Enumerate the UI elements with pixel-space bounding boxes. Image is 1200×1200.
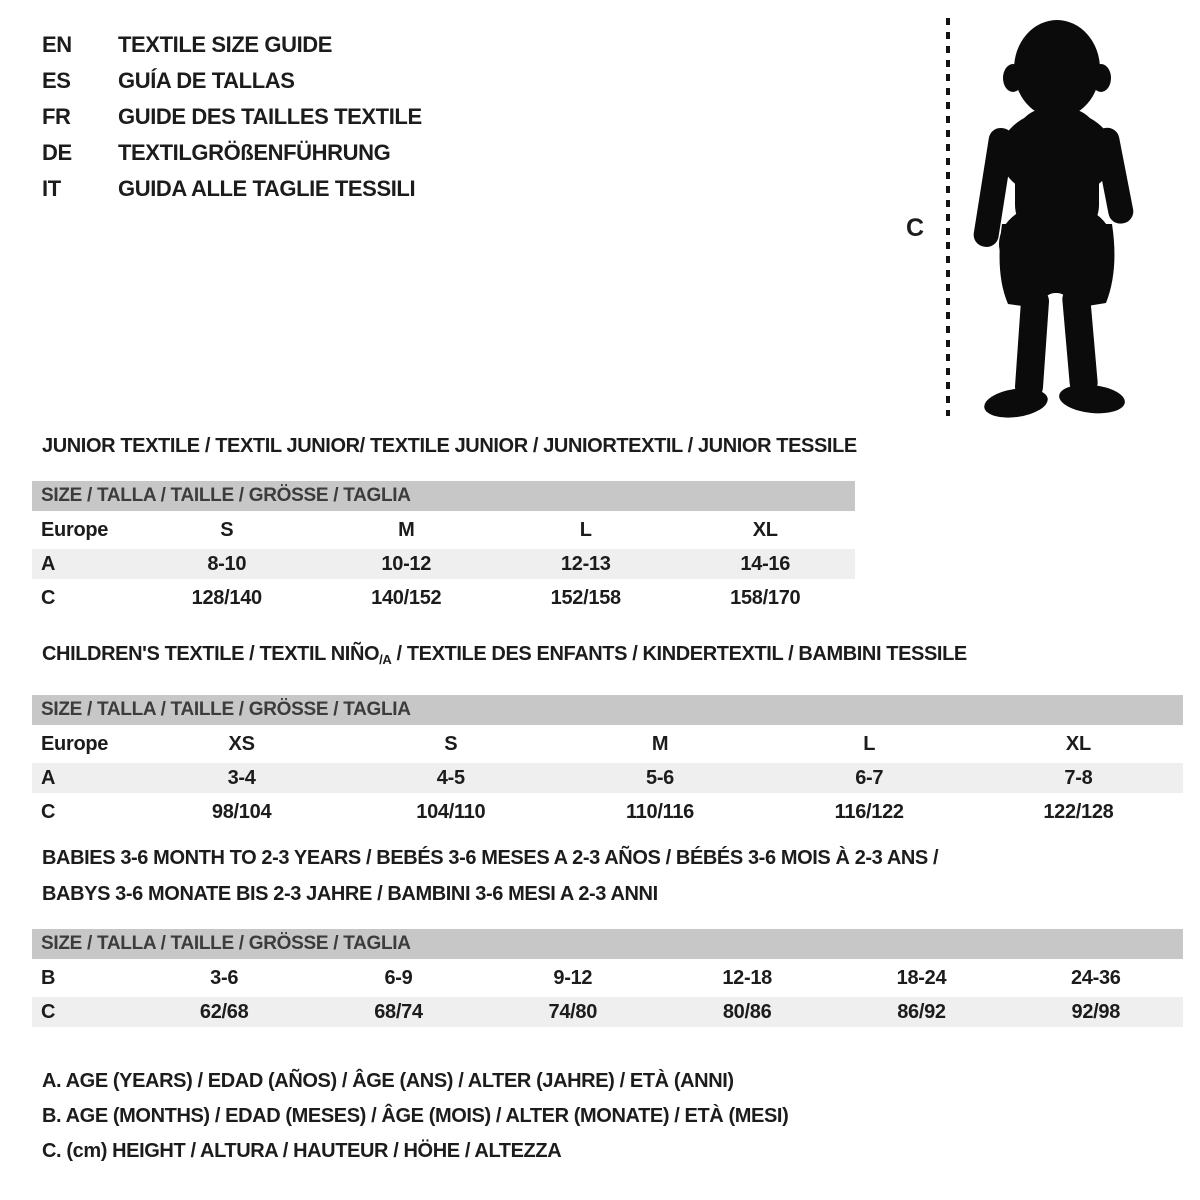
column-header-cell: S [444, 733, 458, 755]
value-cell: 62/68 [199, 1001, 249, 1023]
value-cell: 152/158 [550, 587, 621, 609]
size-header-bar: SIZE / TALLA / TAILLE / GRÖSSE / TAGLIA [32, 695, 1183, 725]
row-label-cell: C [41, 1001, 56, 1023]
legend-line: A. AGE (YEARS) / EDAD (AÑOS) / ÂGE (ANS) / ALTER (JAHRE) / ETÀ (ANNI) [42, 1070, 734, 1092]
toddler-silhouette-image [962, 12, 1142, 424]
value-cell: 9-12 [553, 967, 593, 989]
size-column-header-row [32, 729, 1183, 759]
row-label-cell: C [41, 587, 56, 609]
column-header-cell: M [651, 733, 669, 755]
value-cell: 110/116 [626, 801, 694, 823]
section-title-line [42, 876, 1183, 912]
value-cell: 86/92 [897, 1001, 946, 1023]
section-title-text: /A [379, 652, 392, 667]
value-cell: 128/140 [191, 587, 262, 609]
column-header-cell: Europe [41, 519, 109, 541]
section-title-line [42, 428, 855, 464]
value-cell: 6-7 [855, 767, 884, 789]
column-header-cell: S [220, 519, 234, 541]
column-header-cell: XS [228, 733, 255, 755]
value-cell: 92/98 [1071, 1001, 1121, 1023]
value-cell: 122/128 [1043, 801, 1114, 823]
table-row [32, 963, 1183, 993]
language-label: TEXTILGRÖßENFÜHRUNG [118, 140, 391, 165]
value-cell: 4-5 [436, 767, 465, 789]
section-title-text: JUNIOR TEXTILE / TEXTIL JUNIOR/ TEXTILE JUNIOR / JUNIORTEXTIL / JUNIOR TESSILE [42, 435, 857, 457]
column-header-cell: XL [1065, 733, 1091, 755]
table-row [32, 549, 855, 579]
legend-line: C. (cm) HEIGHT / ALTURA / HAUTEUR / HÖHE / ALTEZZA [42, 1140, 562, 1162]
value-cell: 10-12 [381, 553, 432, 575]
value-cell: 3-6 [210, 967, 239, 989]
value-cell: 74/80 [548, 1001, 598, 1023]
value-cell: 24-36 [1070, 967, 1121, 989]
legend [42, 1064, 788, 1169]
table-row [32, 583, 855, 613]
row-label-cell: A [41, 767, 56, 789]
value-cell: 14-16 [740, 553, 791, 575]
language-code: DE [42, 140, 72, 165]
language-row [42, 99, 422, 135]
section-title-text: BABIES 3-6 MONTH TO 2-3 YEARS / BEBÉS 3-6 MESES A 2-3 AÑOS / BÉBÉS 3-6 MOIS À 2-3 ANS / [42, 847, 939, 869]
language-row [42, 171, 422, 207]
row-label-cell: C [41, 801, 56, 823]
table-row [32, 997, 1183, 1027]
row-label-cell: A [41, 553, 56, 575]
table-row [32, 797, 1183, 827]
value-cell: 98/104 [211, 801, 272, 823]
value-cell: 7-8 [1064, 767, 1093, 789]
value-cell: 80/86 [722, 1001, 772, 1023]
column-header-cell: Europe [41, 733, 109, 755]
language-row [42, 63, 422, 99]
value-cell: 12-13 [560, 553, 611, 575]
height-measure-line [946, 18, 950, 416]
size-header-bar: SIZE / TALLA / TAILLE / GRÖSSE / TAGLIA [32, 481, 855, 511]
language-label: TEXTILE SIZE GUIDE [118, 32, 333, 57]
value-cell: 68/74 [374, 1001, 423, 1023]
language-label: GUIDE DES TAILLES TEXTILE [118, 104, 422, 129]
size-column-header-row [32, 515, 855, 545]
value-cell: 12-18 [722, 967, 772, 989]
section-title-line [42, 840, 1183, 876]
section-title [32, 636, 1183, 678]
value-cell: 18-24 [896, 967, 947, 989]
column-header-cell: L [863, 733, 876, 755]
language-title-list [42, 27, 422, 207]
value-cell: 5-6 [646, 767, 675, 789]
height-measure-label: C [906, 214, 925, 242]
section-title-text: CHILDREN'S TEXTILE / TEXTIL NIÑO [42, 643, 380, 665]
section-junior [32, 428, 855, 613]
column-header-cell: M [398, 519, 415, 541]
value-cell: 158/170 [730, 587, 801, 609]
section-title [32, 428, 855, 464]
value-cell: 8-10 [207, 553, 247, 575]
value-cell: 140/152 [371, 587, 442, 609]
value-cell: 116/122 [834, 801, 904, 823]
value-cell: 6-9 [384, 967, 413, 989]
language-code: ES [42, 68, 71, 93]
section-title [32, 840, 1183, 912]
language-row [42, 135, 422, 171]
language-code: FR [42, 104, 71, 129]
row-label-cell: B [41, 967, 56, 989]
size-header-bar: SIZE / TALLA / TAILLE / GRÖSSE / TAGLIA [32, 929, 1183, 959]
language-code: EN [42, 32, 72, 57]
legend-line: B. AGE (MONTHS) / EDAD (MESES) / ÂGE (MOIS) / ALTER (MONATE) / ETÀ (MESI) [42, 1105, 789, 1127]
language-label: GUIDA ALLE TAGLIE TESSILI [118, 176, 416, 201]
table-row [32, 763, 1183, 793]
language-row [42, 27, 422, 63]
language-code: IT [42, 176, 61, 201]
section-title-text: BABYS 3-6 MONATE BIS 2-3 JAHRE / BAMBINI 3-6 MESI A 2-3 ANNI [42, 883, 658, 905]
section-babies [32, 840, 1183, 1027]
section-children [32, 636, 1183, 827]
section-title-line [42, 636, 1183, 678]
section-title-text: / TEXTILE DES ENFANTS / KINDERTEXTIL / BAMBINI TESSILE [391, 643, 967, 665]
value-cell: 104/110 [416, 801, 486, 823]
column-header-cell: L [579, 519, 592, 541]
value-cell: 3-4 [227, 767, 256, 789]
column-header-cell: XL [752, 519, 778, 541]
language-label: GUÍA DE TALLAS [118, 68, 295, 93]
